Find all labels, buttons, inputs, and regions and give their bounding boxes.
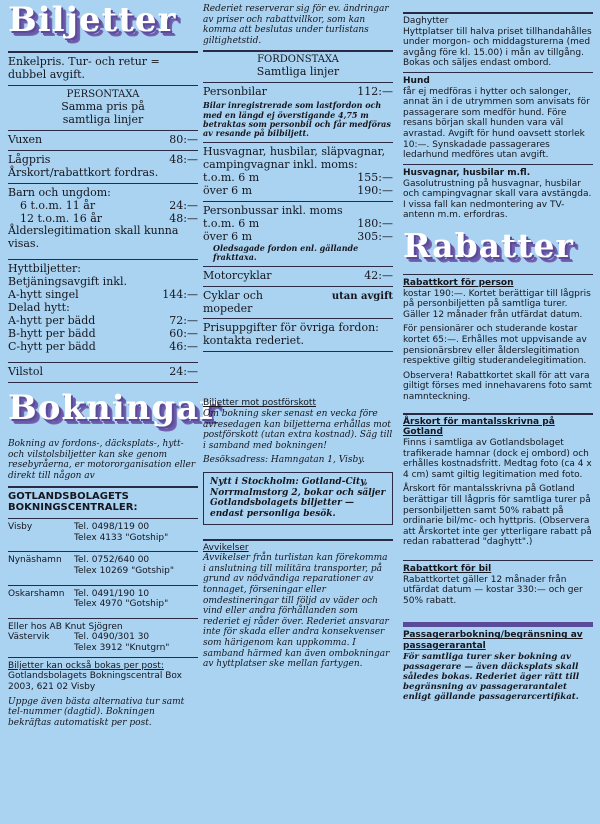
persontaxa-sub: Samma pris på samtliga linjer — [61, 99, 145, 126]
fordon-column — [203, 0, 393, 670]
hund-heading: Hund — [403, 76, 430, 87]
rabattkort-person-heading: Rabattkort för person — [403, 277, 514, 288]
fordonstaxa-heading: FORDONSTAXA — [257, 54, 339, 66]
post-note: Uppge även bästa alternativa tur samt tel-nummer (dagtid). Bokningen bekräftas automatiskt per post. — [8, 696, 185, 728]
office-telex: Telex 4133 "Gotship" — [74, 532, 169, 543]
arskort-heading: Årskort för mantalsskrivna på Gotland — [403, 416, 555, 438]
forsk-text: Om bokning sker senast en vecka före avresedagen kan biljetterna erhållas mot postförskott (utan extra kostnad). Säg till i samband med bokningen! — [203, 409, 393, 451]
biljetter-title: Biljetter — [8, 0, 177, 40]
passagerare-heading: Passagerarbokning/begränsning av passagerarantal — [403, 630, 583, 652]
price-row-lagpris: Lågpris 48:— — [8, 152, 198, 166]
biljetter-intro: Enkelpris. Tur- och retur = dubbel avgift. — [8, 55, 160, 81]
persontaxa-heading: PERSONTAXA — [66, 88, 140, 100]
price-row-husvagn-1: t.o.m. 6 m 155:— — [203, 170, 393, 184]
fordonstaxa-sub: Samtliga linjer — [256, 65, 340, 79]
price-row-ahytt-singel: A-hytt singel 144:— — [8, 288, 198, 302]
pensionar-text: För pensionärer och studerande kostar kortet 65:—. Erhålles mot uppvisande av pensionärsbrev eller ålderslegitimation respektive giltig studerandelegitimation. — [403, 324, 587, 367]
forsk-heading: Biljetter mot postförskott — [203, 398, 316, 409]
price-row-husvagn-2: över 6 m 190:— — [203, 183, 393, 197]
buss-heading: Personbussar inkl. moms — [203, 203, 343, 217]
office-city: Nynäshamn — [8, 555, 62, 566]
hytt-heading: Hyttbiljetter: — [8, 262, 81, 276]
arskort-note: Årskort/rabattkort fordras. — [8, 165, 159, 179]
arskort-text-2: Årskort för mantalsskrivna på Gotland berättigar till lågpris för samtliga turer på personbiljetten samt 50% rabatt på ordinarie bil/mc- och hyttpris. (Observera att Årskortet inte ger ytterligare rabatt på redan rabatterad "daghytt".) — [403, 484, 592, 548]
divider-bar — [403, 622, 593, 627]
price-row-vilstol: Vilstol 24:— — [8, 365, 198, 379]
daghytter-text: Hyttplatser till halva priset tillhandahålles under morgon- och middagsturerna (med avgång före kl. 15.00) i mån av tillgång. Bokas och säljes endast ombord. — [403, 26, 592, 69]
right-column — [403, 0, 593, 702]
rabattkort-person-text: kostar 190:—. Kortet berättigar till lågpris på personbiljetten på samtliga turer. Gäller 12 månader från utfärdat datum. — [403, 288, 591, 320]
price-row-chytt: C-hytt per bädd 46:— — [8, 340, 198, 354]
passagerare-text: För samtliga turer sker bokning av passagerare — även däcksplats skall således bokas. Rederiet äger rätt till begränsning av passagerarantalet enligt gällande passagerarcertifikat. — [403, 651, 580, 703]
delad-heading: Delad hytt: — [8, 301, 70, 315]
husvagnar-text: Gasolutrustning på husvagnar, husbilar och campingvagnar skall vara avstängda. I vissa fall kan nedmontering av TV-antenn m.m. erfordras. — [403, 178, 592, 221]
price-row-ahytt: A-hytt per bädd 72:— — [8, 314, 198, 328]
office-item — [8, 555, 198, 576]
price-row-cykel: Cyklar och mopeder utan avgift — [203, 288, 393, 315]
post-heading: Biljetter kan också bokas per post: — [8, 660, 164, 671]
prisupp-note: Prisuppgifter för övriga fordon: kontakta rederiet. — [203, 321, 379, 348]
avvikelser-text: Avvikelser från turlistan kan förekomma i anslutning till militära transporter, på grund av nödvändiga reparationer av tonnaget, förseningar eller omdestineringar till följd av väder och vind eller andra förhållanden som rederiet ej råder över. Rederiet ansvarar inte för skada eller andra konsekvenser som härigenom kan uppkomma. I samband härmed kan även ombokningar av hyttplatser ske mellan fartygen. — [203, 553, 390, 670]
besok-text: Besöksadress: Hamngatan 1, Visby. — [203, 455, 366, 466]
rabattkort-bil-heading: Rabattkort för bil — [403, 563, 492, 574]
bokningar-title: Bokningar — [8, 388, 219, 429]
arskort-text: Finns i samtliga av Gotlandsbolaget trafikerade hamnar (dock ej ombord) och erhålles kostnadsfritt. Medtag foto (ca 4 x 4 cm) samt giltig legitimation med foto. — [403, 437, 592, 480]
post-address: Gotlandsbolagets Bokningscentral Box 2003, 621 02 Visby — [8, 671, 182, 692]
buss-note: Oledsagade fordon enl. gällande frakttaxa. — [213, 242, 359, 263]
bokningscentral-heading: GOTLANDSBOLAGETS BOKNINGSCENTRALER: — [8, 490, 138, 514]
rabatter-title: Rabatter — [403, 225, 574, 265]
office-tel: Tel. 0498/119 00 — [74, 522, 150, 533]
price-row-bhytt: B-hytt per bädd 60:— — [8, 327, 198, 341]
betj-note: Betjäningsavgift inkl. — [8, 275, 127, 289]
rabattkort-bil-text: Rabattkortet gäller 12 månader från utfärdat datum — kostar 330:— och ger 50% rabatt. — [403, 574, 583, 606]
price-row-barn-2: 12 t.o.m. 16 år 48:— — [20, 211, 198, 225]
barn-heading: Barn och ungdom: — [8, 185, 111, 199]
office-tel: Tel. 0752/640 00 — [74, 555, 150, 566]
daghytter-heading: Daghytter — [403, 16, 449, 26]
price-row-moto: Motorcyklar 42:— — [203, 268, 393, 282]
price-row-personbil: Personbilar 112:— — [203, 85, 393, 99]
office-city: Oskarshamn — [8, 588, 65, 599]
alder-note: Ålderslegitimation skall kunna visas. — [8, 224, 179, 251]
vastervik-office: Eller hos AB Knut Sjögren Västervik Tel. 0490/301 30 Telex 3912 "Knutgrn" — [8, 621, 170, 654]
office-city: Visby — [8, 522, 33, 533]
office-list — [8, 522, 198, 610]
office-telex: Telex 10269 "Gotship" — [74, 566, 174, 577]
price-row-vuxen: Vuxen 80:— — [8, 132, 198, 146]
office-item — [8, 522, 198, 543]
office-item — [8, 589, 198, 610]
price-row-buss-1: t.o.m. 6 m 180:— — [203, 216, 393, 230]
price-row-barn-1: 6 t.o.m. 11 år 24:— — [20, 198, 198, 212]
office-tel: Tel. 0491/190 10 — [74, 588, 150, 599]
biljetter-column — [8, 0, 219, 728]
personbil-note: Bilar inregistrerade som lastfordon och med en längd ej överstigande 4,75 m betraktas som personbil och får medföras av resande på bilbiljett. — [203, 100, 391, 139]
hund-text: får ej medföras i hytter och salonger, annat än i de utrymmen som anvisats för passagerare som medför hund. Före resans början skall hunden vara väl avrastad. Avgift för hund oavsett storlek 10:—. Synskadade passagerares ledarhund medföres utan avgift. — [403, 86, 590, 161]
husvagn-heading: Husvagnar, husbilar, släpvagnar, campingvagnar inkl. moms: — [203, 144, 386, 171]
bokningar-intro: Bokning av fordons-, däcksplats-, hytt- och vilstolsbiljetter kan ske genom resebyråerna, er motororganisation eller direkt till någon av — [8, 439, 196, 481]
husvagnar-heading: Husvagnar, husbilar m.fl. — [403, 167, 531, 178]
price-row-buss-2: över 6 m 305:— — [203, 229, 393, 243]
observera-text: Observera! Rabattkortet skall för att vara giltigt förses med innehavarens foto samt namnteckning. — [403, 370, 592, 403]
reserv-note: Rederiet reserverar sig för ev. ändringar av priser och rabattvillkor, som kan komma att beslutas under turlistans giltighetstid. — [203, 4, 389, 46]
stockholm-box: Nytt i Stockholm: Gotland-City, Norrmalmstorg 2, bokar och säljer Gotlandsbolagets biljetter — endast personliga besök. — [203, 472, 393, 524]
office-telex: Telex 4970 "Gotship" — [74, 599, 169, 610]
avvikelser-heading: Avvikelser — [203, 542, 249, 553]
